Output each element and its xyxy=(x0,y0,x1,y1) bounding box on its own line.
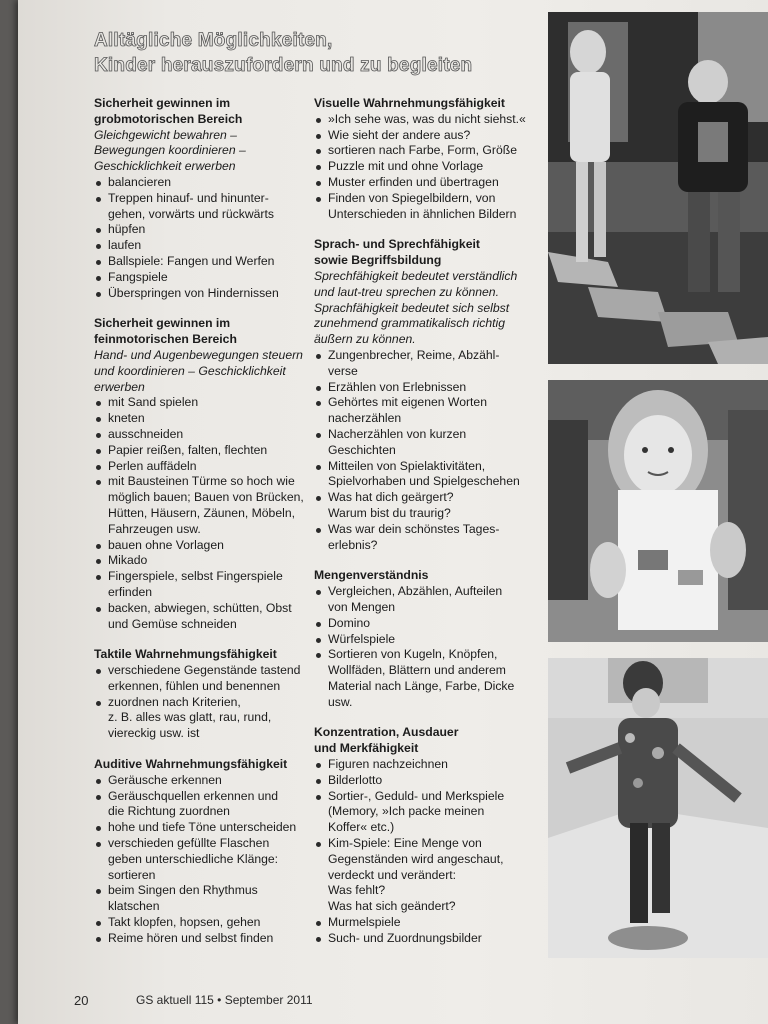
list-item-line: Nacherzählen von kurzen xyxy=(328,426,467,441)
list-item xyxy=(314,836,540,915)
list-item-line: erkennen, fühlen und benennen xyxy=(108,678,281,693)
list-item-line: hohe und tiefe Töne unterscheiden xyxy=(108,820,297,835)
section xyxy=(314,237,540,553)
list-item xyxy=(314,915,540,931)
list-item-line: beim Singen den Rhythmus xyxy=(108,883,258,898)
heading-line: Visuelle Wahrnehmungsfähigkeit xyxy=(314,96,505,110)
list-item-line: Gehörtes mit eigenen Worten xyxy=(328,395,487,410)
list-item-line: zuordnen nach Kriterien, xyxy=(108,694,241,709)
list-item-line: Kim-Spiele: Eine Menge von xyxy=(328,836,482,851)
list-item-line: Was war dein schönstes Tages- xyxy=(328,521,500,536)
list-item xyxy=(94,883,306,915)
bullet-list xyxy=(314,112,540,223)
list-item-line: Puzzle mit und ohne Vorlage xyxy=(328,159,484,174)
list-item-line: die Richtung zuordnen xyxy=(108,804,230,819)
section xyxy=(94,647,306,742)
list-item xyxy=(94,553,306,569)
list-item-line: verdeckt und verändert: xyxy=(328,867,457,882)
page-number: 20 xyxy=(74,993,89,1008)
list-item-line: Zungenbrecher, Reime, Abzähl- xyxy=(328,347,500,362)
heading-line: und Merkfähigkeit xyxy=(314,741,419,756)
list-item-line: verse xyxy=(328,363,358,378)
list-item xyxy=(314,128,540,144)
intro-line: Geschicklichkeit erwerben xyxy=(94,159,236,174)
list-item-line: Geschichten xyxy=(328,442,396,457)
right-column xyxy=(314,96,540,962)
list-item-line: viereckig usw. ist xyxy=(108,726,200,741)
left-column xyxy=(94,96,306,962)
list-item-line: Finden von Spiegelbildern, von xyxy=(328,190,496,205)
heading-line: feinmotorischen Bereich xyxy=(94,332,237,347)
section xyxy=(94,316,306,632)
list-item-line: erfinden xyxy=(108,584,153,599)
list-item-line: Was hat sich geändert? xyxy=(328,899,456,914)
list-item xyxy=(94,773,306,789)
intro-line: zunehmend grammatikalisch richtig xyxy=(314,316,506,331)
list-item-line: geben unterschiedliche Klänge: xyxy=(108,851,279,866)
section-heading xyxy=(94,647,306,663)
list-item-line: laufen xyxy=(108,238,142,253)
section xyxy=(314,568,540,710)
intro-line: Gleichgewicht bewahren – xyxy=(94,127,237,142)
list-item-line: Überspringen von Hindernissen xyxy=(108,285,279,300)
list-item xyxy=(314,584,540,616)
list-item-line: Fahrzeugen usw. xyxy=(108,521,201,536)
list-item-line: erlebnis? xyxy=(328,537,378,552)
list-item xyxy=(94,254,306,270)
bullet-list xyxy=(314,348,540,553)
list-item-line: Geräusche erkennen xyxy=(108,772,222,787)
list-item-line: Material nach Länge, Farbe, Dicke xyxy=(328,678,515,693)
title-line-1: Alltägliche Möglichkeiten, xyxy=(94,30,333,51)
list-item-line: hüpfen xyxy=(108,222,146,237)
bullet-list xyxy=(94,395,306,632)
list-item-line: möglich bauen; Bauen von Brücken, xyxy=(108,490,304,505)
list-item xyxy=(314,380,540,396)
bullet-list xyxy=(94,773,306,947)
section-heading xyxy=(314,96,540,112)
list-item-line: mit Sand spielen xyxy=(108,395,199,410)
list-item xyxy=(94,175,306,191)
heading-line: Taktile Wahrnehmungsfähigkeit xyxy=(94,647,277,662)
list-item-line: backen, abwiegen, schütten, Obst xyxy=(108,600,292,615)
list-item xyxy=(314,522,540,554)
list-item-line: Mikado xyxy=(108,553,148,568)
heading-line: grobmotorischen Bereich xyxy=(94,111,243,126)
list-item xyxy=(94,222,306,238)
list-item-line: Sortieren von Kugeln, Knöpfen, xyxy=(328,647,498,662)
magazine-issue: GS aktuell 115 • September 2011 xyxy=(136,993,313,1007)
heading-line: Sicherheit gewinnen im xyxy=(94,96,231,110)
list-item xyxy=(94,836,306,883)
list-item-line: gehen, vorwärts und rückwärts xyxy=(108,206,274,221)
list-item xyxy=(94,695,306,742)
list-item-line: Such- und Zuordnungsbilder xyxy=(328,930,482,945)
list-item-line: Sortier-, Geduld- und Merkspiele xyxy=(328,788,505,803)
list-item-line: Muster erfinden und übertragen xyxy=(328,174,499,189)
list-item xyxy=(94,395,306,411)
list-item xyxy=(94,474,306,537)
list-item-line: Was hat dich geärgert? xyxy=(328,490,454,505)
list-item-line: Fingerspiele, selbst Fingerspiele xyxy=(108,569,283,584)
list-item-line: ausschneiden xyxy=(108,426,184,441)
heading-line: Sprach- und Sprechfähigkeit xyxy=(314,237,480,252)
photo-girl-with-picture xyxy=(548,380,768,642)
section xyxy=(94,96,306,301)
list-item xyxy=(94,931,306,947)
list-item xyxy=(314,789,540,836)
list-item-line: z. B. alles was glatt, rau, rund, xyxy=(108,710,272,725)
bullet-list xyxy=(94,663,306,742)
list-item-line: mit Bausteinen Türme so hoch wie xyxy=(108,474,295,489)
list-item xyxy=(314,647,540,710)
list-item xyxy=(314,490,540,522)
list-item-line: Unterschieden in ähnlichen Bildern xyxy=(328,206,517,221)
heading-line: Auditive Wahrnehmungsfähigkeit xyxy=(94,757,288,772)
list-item xyxy=(314,931,540,947)
bullet-list xyxy=(314,584,540,710)
heading-line: Sicherheit gewinnen im xyxy=(94,316,231,331)
section-heading xyxy=(94,757,306,773)
list-item xyxy=(94,411,306,427)
list-item xyxy=(314,616,540,632)
list-item-line: Warum bist du traurig? xyxy=(328,505,451,520)
list-item-line: Takt klopfen, hopsen, gehen xyxy=(108,915,261,930)
title-line-2: Kinder herauszufordern und zu begleiten xyxy=(94,55,473,76)
intro-line: äußern zu können. xyxy=(314,332,416,347)
list-item-line: Mitteilen von Spielaktivitäten, xyxy=(328,458,486,473)
list-item xyxy=(94,443,306,459)
list-item xyxy=(94,270,306,286)
list-item xyxy=(314,143,540,159)
list-item xyxy=(94,191,306,223)
magazine-page xyxy=(18,0,768,1024)
list-item-line: Was fehlt? xyxy=(328,883,386,898)
photo-boy-balancing xyxy=(548,658,768,958)
list-item xyxy=(94,569,306,601)
list-item-line: balancieren xyxy=(108,174,172,189)
list-item-line: Würfelspiele xyxy=(328,631,396,646)
list-item-line: kneten xyxy=(108,411,145,426)
list-item xyxy=(94,427,306,443)
list-item xyxy=(314,191,540,223)
intro-line: Bewegungen koordinieren – xyxy=(94,143,246,158)
list-item-line: von Mengen xyxy=(328,599,396,614)
list-item xyxy=(314,773,540,789)
heading-line: sowie Begriffsbildung xyxy=(314,253,442,268)
section-heading xyxy=(94,96,306,128)
list-item-line: verschiedene Gegenstände tastend xyxy=(108,663,301,678)
section-heading xyxy=(94,316,306,348)
list-item xyxy=(94,601,306,633)
list-item-line: Erzählen von Erlebnissen xyxy=(328,379,467,394)
list-item-line: Wollfäden, Blättern und anderem xyxy=(328,663,506,678)
list-item xyxy=(94,238,306,254)
list-item-line: Fangspiele xyxy=(108,269,168,284)
intro-line: Hand- und Augenbewegungen steuern xyxy=(94,347,303,362)
list-item-line: Koffer« etc.) xyxy=(328,820,395,835)
section-heading xyxy=(314,725,540,757)
list-item-line: Geräuschquellen erkennen und xyxy=(108,788,279,803)
section-intro xyxy=(94,128,306,175)
list-item-line: nacherzählen xyxy=(328,411,402,426)
list-item xyxy=(94,538,306,554)
list-item-line: usw. xyxy=(328,694,353,709)
heading-line: Konzentration, Ausdauer xyxy=(314,725,459,740)
list-item xyxy=(94,789,306,821)
bullet-list xyxy=(94,175,306,301)
intro-line: erwerben xyxy=(94,379,145,394)
list-item-line: Papier reißen, falten, flechten xyxy=(108,442,268,457)
list-item xyxy=(94,663,306,695)
section xyxy=(314,96,540,222)
list-item xyxy=(314,395,540,427)
list-item-line: sortieren nach Farbe, Form, Größe xyxy=(328,143,517,158)
intro-line: Sprechfähigkeit bedeutet verständlich xyxy=(314,268,518,283)
section xyxy=(94,757,306,947)
list-item xyxy=(314,112,540,128)
list-item-line: Reime hören und selbst finden xyxy=(108,930,274,945)
intro-line: und laut-treu sprechen zu können. xyxy=(314,284,499,299)
list-item-line: und Gemüse schneiden xyxy=(108,616,237,631)
section-intro xyxy=(94,348,306,395)
list-item-line: Spielvorhaben und Spielgeschehen xyxy=(328,474,520,489)
list-item xyxy=(314,459,540,491)
list-item xyxy=(314,632,540,648)
list-item-line: klatschen xyxy=(108,899,160,914)
list-item-line: sortieren xyxy=(108,867,156,882)
list-item-line: Gegenständen wird angeschaut, xyxy=(328,851,504,866)
list-item xyxy=(94,820,306,836)
list-item-line: Hütten, Häusern, Zäunen, Möbeln, xyxy=(108,505,295,520)
list-item-line: »Ich sehe was, was du nicht siehst.« xyxy=(328,111,526,126)
list-item-line: Vergleichen, Abzählen, Aufteilen xyxy=(328,584,503,599)
list-item xyxy=(94,459,306,475)
list-item-line: (Memory, »Ich packe meinen xyxy=(328,804,485,819)
heading-line: Mengenverständnis xyxy=(314,568,429,583)
photo-children-balancing xyxy=(548,12,768,364)
list-item-line: Bilderlotto xyxy=(328,772,383,787)
intro-line: und koordinieren – Geschicklichkeit xyxy=(94,363,286,378)
list-item-line: Murmelspiele xyxy=(328,915,401,930)
list-item-line: Treppen hinauf- und hinunter- xyxy=(108,190,269,205)
list-item-line: Domino xyxy=(328,615,370,630)
section xyxy=(314,725,540,946)
list-item xyxy=(314,159,540,175)
list-item xyxy=(314,427,540,459)
section-heading xyxy=(314,568,540,584)
list-item-line: Ballspiele: Fangen und Werfen xyxy=(108,253,275,268)
section-heading xyxy=(314,237,540,269)
list-item-line: Figuren nachzeichnen xyxy=(328,757,448,772)
list-item xyxy=(314,757,540,773)
section-intro xyxy=(314,269,540,348)
bullet-list xyxy=(314,757,540,947)
list-item-line: verschieden gefüllte Flaschen xyxy=(108,836,270,851)
list-item xyxy=(94,915,306,931)
list-item-line: Wie sieht der andere aus? xyxy=(328,127,471,142)
page-title xyxy=(94,28,534,78)
list-item xyxy=(314,175,540,191)
list-item-line: Perlen auffädeln xyxy=(108,458,197,473)
list-item xyxy=(314,348,540,380)
list-item xyxy=(94,286,306,302)
intro-line: Sprachfähigkeit bedeutet sich selbst xyxy=(314,300,510,315)
list-item-line: bauen ohne Vorlagen xyxy=(108,537,224,552)
